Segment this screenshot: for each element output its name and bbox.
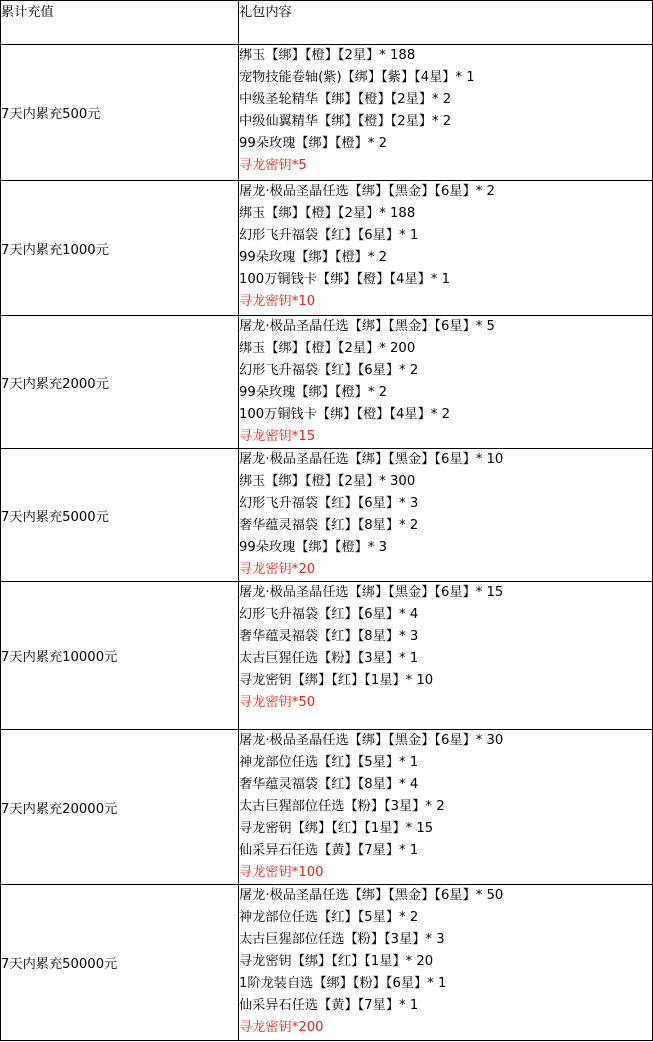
gift-item: 奢华蕴灵福袋【红】【8星】* 4	[239, 777, 419, 792]
gift-item: 太古巨猩任选【粉】【3星】* 1	[239, 651, 419, 666]
gift-item: 寻龙密钥【绑】【红】【1星】* 15	[239, 821, 434, 836]
recharge-requirement: 7天内累充50000元	[1, 885, 239, 1041]
gift-item: 绑玉【绑】【橙】【2星】* 300	[239, 474, 416, 489]
key-reward: 寻龙密钥*200	[239, 1020, 324, 1035]
header-gift-contents: 礼包内容	[239, 1, 653, 45]
gift-contents-cell	[239, 316, 653, 449]
gift-item: 奢华蕴灵福袋【红】【8星】* 3	[239, 629, 419, 644]
table-row	[1, 730, 653, 885]
recharge-requirement: 7天内累充10000元	[1, 582, 239, 730]
gift-item: 屠龙·极品圣晶任选【绑】【黑金】【6星】* 30	[239, 733, 504, 748]
gift-item: 太古巨猩部位任选【粉】【3星】* 3	[239, 932, 445, 947]
gift-contents-cell	[239, 885, 653, 1041]
gift-item: 屠龙·极品圣晶任选【绑】【黑金】【6星】* 50	[239, 888, 504, 903]
recharge-requirement: 7天内累充2000元	[1, 316, 239, 449]
gift-contents-cell	[239, 730, 653, 885]
gift-item: 1阶龙装自选【绑】【粉】【6星】* 1	[239, 976, 447, 991]
gift-item: 幻形飞升福袋【红】【6星】* 4	[239, 607, 419, 622]
gift-item: 中级仙翼精华【绑】【橙】【2星】* 2	[239, 114, 452, 129]
table-row	[1, 45, 653, 181]
gift-item: 幻形飞升福袋【红】【6星】* 2	[239, 363, 419, 378]
gift-item: 99朵玫瑰【绑】【橙】* 2	[239, 136, 388, 151]
gift-item: 仙采异石任选【黄】【7星】* 1	[239, 998, 419, 1013]
key-reward: 寻龙密钥*20	[239, 562, 316, 577]
key-reward: 寻龙密钥*50	[239, 695, 316, 710]
table-row	[1, 449, 653, 582]
gift-item: 100万铜钱卡【绑】【橙】【4星】* 2	[239, 407, 450, 422]
gift-item: 绑玉【绑】【橙】【2星】* 200	[239, 341, 416, 356]
table-body	[1, 45, 653, 1041]
gift-item: 屠龙·极品圣晶任选【绑】【黑金】【6星】* 15	[239, 585, 504, 600]
gift-item: 幻形飞升福袋【红】【6星】* 3	[239, 496, 419, 511]
gift-item: 99朵玫瑰【绑】【橙】* 2	[239, 385, 388, 400]
gift-contents-cell	[239, 45, 653, 181]
gift-contents-cell	[239, 181, 653, 316]
gift-item: 仙采异石任选【黄】【7星】* 1	[239, 843, 419, 858]
gift-item: 屠龙·极品圣晶任选【绑】【黑金】【6星】* 5	[239, 319, 495, 334]
table-row	[1, 181, 653, 316]
gift-contents-cell	[239, 449, 653, 582]
key-reward: 寻龙密钥*5	[239, 158, 307, 173]
gift-item: 宠物技能卷轴(紫)【绑】【紫】【4星】* 1	[239, 70, 475, 85]
gift-item: 绑玉【绑】【橙】【2星】* 188	[239, 48, 416, 63]
recharge-requirement: 7天内累充500元	[1, 45, 239, 181]
recharge-requirement: 7天内累充5000元	[1, 449, 239, 582]
gift-item: 中级圣轮精华【绑】【橙】【2星】* 2	[239, 92, 452, 107]
gift-item: 99朵玫瑰【绑】【橙】* 2	[239, 250, 388, 265]
gift-item: 奢华蕴灵福袋【红】【8星】* 2	[239, 518, 419, 533]
gift-item: 寻龙密钥【绑】【红】【1星】* 10	[239, 673, 434, 688]
recharge-requirement: 7天内累充20000元	[1, 730, 239, 885]
recharge-requirement: 7天内累充1000元	[1, 181, 239, 316]
gift-item: 屠龙·极品圣晶任选【绑】【黑金】【6星】* 10	[239, 452, 504, 467]
gift-contents-cell	[239, 582, 653, 730]
key-reward: 寻龙密钥*10	[239, 294, 316, 309]
gift-item: 寻龙密钥【绑】【红】【1星】* 20	[239, 954, 434, 969]
gift-item: 幻形飞升福袋【红】【6星】* 1	[239, 228, 419, 243]
table-header-row	[1, 1, 653, 45]
table-row	[1, 885, 653, 1041]
key-reward: 寻龙密钥*100	[239, 865, 324, 880]
header-cumulative-recharge: 累计充值	[1, 1, 239, 45]
gift-item: 99朵玫瑰【绑】【橙】* 3	[239, 540, 388, 555]
gift-item: 屠龙·极品圣晶任选【绑】【黑金】【6星】* 2	[239, 184, 495, 199]
gift-item: 神龙部位任选【红】【5星】* 1	[239, 755, 419, 770]
gift-item: 神龙部位任选【红】【5星】* 2	[239, 910, 419, 925]
key-reward: 寻龙密钥*15	[239, 429, 316, 444]
gift-item: 100万铜钱卡【绑】【橙】【4星】* 1	[239, 272, 450, 287]
gift-item: 绑玉【绑】【橙】【2星】* 188	[239, 206, 416, 221]
gift-item: 太古巨猩部位任选【粉】【3星】* 2	[239, 799, 445, 814]
table-row	[1, 582, 653, 730]
table-row	[1, 316, 653, 449]
